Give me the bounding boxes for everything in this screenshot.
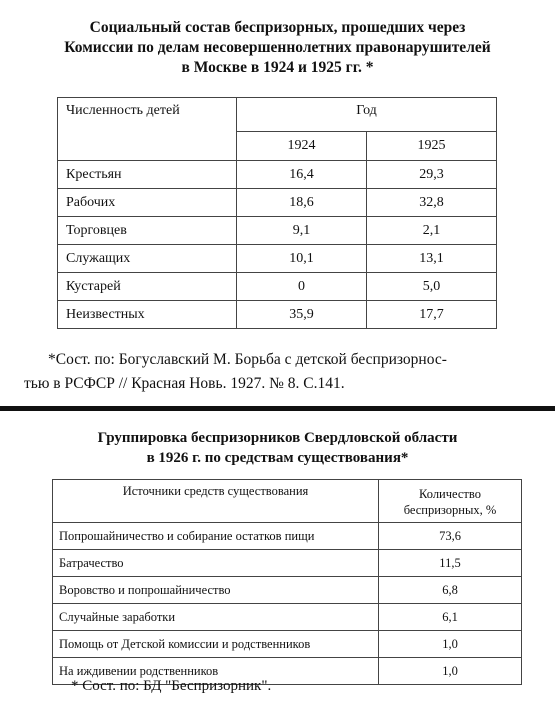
- cell-1925: 32,8: [367, 189, 497, 217]
- row-label: Случайные заработки: [53, 604, 379, 631]
- row-label: Помощь от Детской комиссии и родственников: [53, 631, 379, 658]
- cell-percent: 73,6: [379, 523, 522, 550]
- column-header-1924: 1924: [237, 132, 367, 161]
- cell-1924: 10,1: [237, 245, 367, 273]
- table2-source-note: * Сост. по: БД "Беспризорник".: [71, 678, 272, 694]
- table-row: [58, 217, 497, 245]
- cell-1925: 29,3: [367, 161, 497, 189]
- table1-title: [0, 18, 555, 78]
- cell-percent: 1,0: [379, 631, 522, 658]
- page-divider: [0, 406, 555, 411]
- column-header-1925: 1925: [367, 132, 497, 161]
- cell-1925: 2,1: [367, 217, 497, 245]
- title-line: Комиссии по делам несовершеннолетних правонарушителей: [64, 39, 491, 56]
- row-label: Торговцев: [58, 217, 237, 245]
- row-label: Крестьян: [58, 161, 237, 189]
- table-row: [53, 577, 522, 604]
- table1-source-note: [24, 348, 544, 396]
- table-row: [58, 161, 497, 189]
- row-label: Неизвестных: [58, 301, 237, 329]
- row-label: Служащих: [58, 245, 237, 273]
- header-line: Количество: [419, 487, 481, 501]
- column-header-source: Источники средств существования: [53, 480, 379, 523]
- cell-1925: 13,1: [367, 245, 497, 273]
- column-header-children: Численность детей: [58, 98, 237, 161]
- cell-1924: 16,4: [237, 161, 367, 189]
- title-line: в Москве в 1924 и 1925 гг. *: [181, 59, 374, 76]
- title-line: Социальный состав беспризорных, прошедших через: [89, 19, 466, 36]
- cell-percent: 11,5: [379, 550, 522, 577]
- column-header-quantity: [379, 480, 522, 523]
- table2-title: [0, 428, 555, 468]
- row-label: Батрачество: [53, 550, 379, 577]
- cell-1925: 5,0: [367, 273, 497, 301]
- note-line: *Сост. по: Богуславский М. Борьба с детской беспризорнос-: [48, 351, 447, 368]
- table-row: [58, 301, 497, 329]
- note-line: тью в РСФСР // Красная Новь. 1927. № 8. С.141.: [24, 375, 345, 392]
- social-composition-table: [57, 97, 497, 329]
- cell-1925: 17,7: [367, 301, 497, 329]
- row-label: Попрошайничество и собирание остатков пищи: [53, 523, 379, 550]
- cell-1924: 9,1: [237, 217, 367, 245]
- means-of-existence-table: [52, 479, 522, 685]
- row-label: Кустарей: [58, 273, 237, 301]
- row-label: Рабочих: [58, 189, 237, 217]
- column-header-year: Год: [237, 98, 497, 132]
- header-line: беспризорных, %: [403, 503, 497, 517]
- table-row: [53, 631, 522, 658]
- table-row: [58, 189, 497, 217]
- table-row: [53, 550, 522, 577]
- cell-percent: 6,8: [379, 577, 522, 604]
- row-label: Воровство и попрошайничество: [53, 577, 379, 604]
- title-line: Группировка беспризорников Свердловской области: [97, 430, 458, 446]
- cell-percent: 6,1: [379, 604, 522, 631]
- table-row: [58, 245, 497, 273]
- cell-percent: 1,0: [379, 658, 522, 685]
- cell-1924: 18,6: [237, 189, 367, 217]
- cell-1924: 0: [237, 273, 367, 301]
- table-row: [58, 273, 497, 301]
- row-label: На иждивении родственников: [53, 658, 379, 685]
- title-line: в 1926 г. по средствам существования*: [146, 450, 409, 466]
- table-row: [53, 523, 522, 550]
- table-row: [53, 604, 522, 631]
- cell-1924: 35,9: [237, 301, 367, 329]
